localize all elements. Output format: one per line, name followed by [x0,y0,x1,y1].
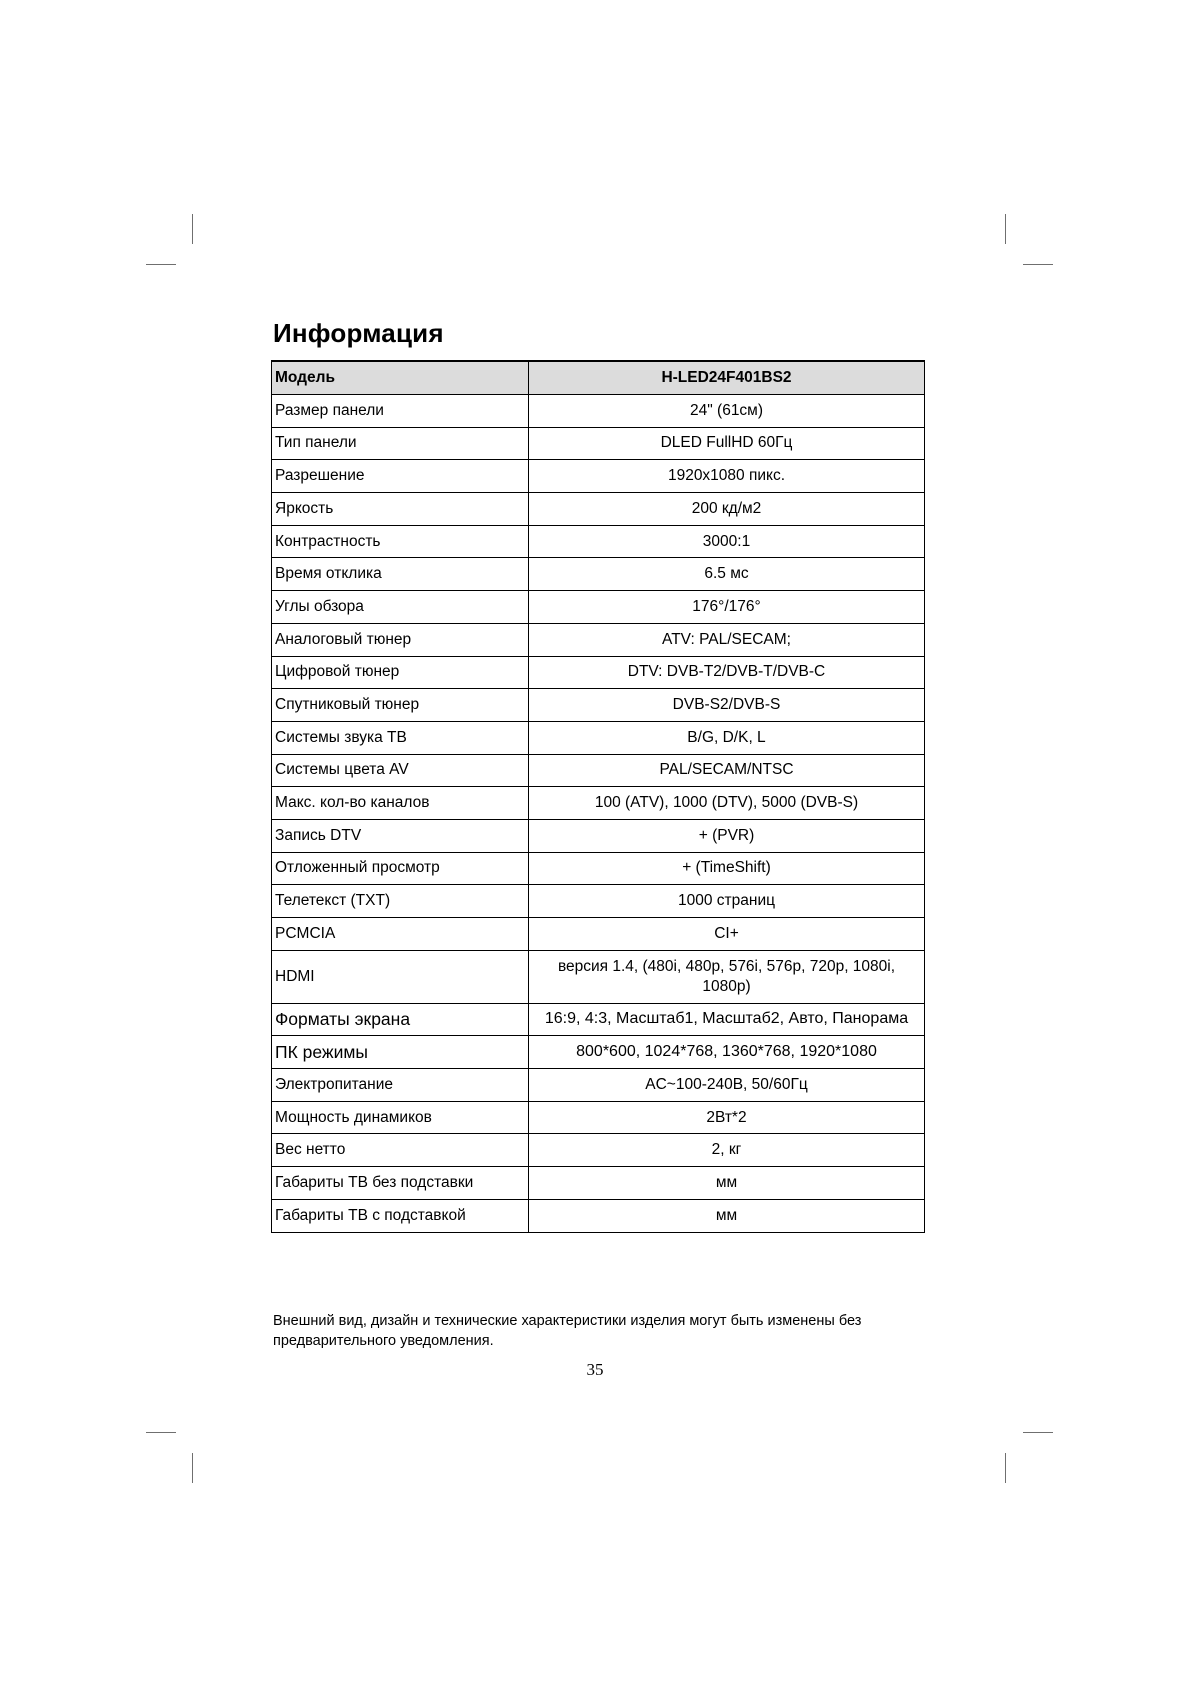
table-row [272,395,925,428]
spec-label: Макс. кол-во каналов [272,787,529,820]
crop-mark-bottom-left-v [192,1453,193,1483]
spec-label: Габариты ТВ с подставкой [272,1199,529,1232]
spec-label: Запись DTV [272,819,529,852]
spec-value: AC~100-240В, 50/60Гц [529,1069,925,1102]
spec-value: 176°/176° [529,591,925,624]
spec-label: Системы цвета AV [272,754,529,787]
spec-label: Форматы экрана [272,1003,529,1036]
crop-mark-bottom-left-h [146,1432,176,1433]
spec-value: DVB-S2/DVB-S [529,689,925,722]
spec-label: HDMI [272,950,529,1003]
header-label: Модель [272,361,529,395]
spec-label: Тип панели [272,427,529,460]
spec-label: Спутниковый тюнер [272,689,529,722]
spec-label: Габариты ТВ без подставки [272,1167,529,1200]
table-row [272,852,925,885]
spec-label: Разрешение [272,460,529,493]
spec-value: ATV: PAL/SECAM; [529,623,925,656]
spec-value: 1000 страниц [529,885,925,918]
header-model: H-LED24F401BS2 [529,361,925,395]
table-row [272,558,925,591]
spec-label: Аналоговый тюнер [272,623,529,656]
spec-label: Телетекст (TXT) [272,885,529,918]
spec-value: мм [529,1167,925,1200]
table-row [272,591,925,624]
spec-label: Системы звука ТВ [272,721,529,754]
spec-value: 16:9, 4:3, Масштаб1, Масштаб2, Авто, Панорама [529,1003,925,1036]
crop-mark-top-left-h [146,264,176,265]
spec-value: мм [529,1199,925,1232]
table-row [272,689,925,722]
spec-value: CI+ [529,918,925,951]
table-row [272,525,925,558]
footnote: Внешний вид, дизайн и технические характеристики изделия могут быть изменены без предварительного уведомления. [273,1313,862,1349]
spec-value: 800*600, 1024*768, 1360*768, 1920*1080 [529,1036,925,1069]
table-row [272,918,925,951]
spec-label: Мощность динамиков [272,1101,529,1134]
table-row [272,754,925,787]
table-row [272,656,925,689]
table-row [272,460,925,493]
crop-mark-bottom-right-h [1023,1432,1053,1433]
table-row [272,1101,925,1134]
spec-label: Цифровой тюнер [272,656,529,689]
table-row [272,819,925,852]
spec-value: 6.5 мс [529,558,925,591]
spec-label: Углы обзора [272,591,529,624]
table-row [272,950,925,1003]
table-row [272,1134,925,1167]
table-row [272,885,925,918]
spec-value: 2Вт*2 [529,1101,925,1134]
table-row [272,721,925,754]
spec-label: ПК режимы [272,1036,529,1069]
crop-mark-bottom-right-v [1005,1453,1006,1483]
spec-label: Яркость [272,493,529,526]
spec-label: Размер панели [272,395,529,428]
crop-mark-top-right-h [1023,264,1053,265]
spec-label: Электропитание [272,1069,529,1102]
crop-mark-top-left-v [192,214,193,244]
table-row [272,1199,925,1232]
spec-value: DLED FullHD 60Гц [529,427,925,460]
spec-value: 200 кд/м2 [529,493,925,526]
table-row [272,787,925,820]
table-row [272,623,925,656]
spec-label: Время отклика [272,558,529,591]
spec-value: 3000:1 [529,525,925,558]
spec-value: + (TimeShift) [529,852,925,885]
table-row [272,1069,925,1102]
table-row [272,1003,925,1036]
spec-value: PAL/SECAM/NTSC [529,754,925,787]
spec-value: 1920x1080 пикс. [529,460,925,493]
spec-label: Вес нетто [272,1134,529,1167]
spec-label: PCMCIA [272,918,529,951]
spec-value: DTV: DVB-T2/DVB-T/DVB-C [529,656,925,689]
crop-mark-top-right-v [1005,214,1006,244]
table-header-row [272,361,925,395]
table-row [272,1167,925,1200]
spec-value: 100 (ATV), 1000 (DTV), 5000 (DVB-S) [529,787,925,820]
table-row [272,1036,925,1069]
spec-value: B/G, D/K, L [529,721,925,754]
spec-table [271,360,925,1233]
table-row [272,427,925,460]
spec-value: версия 1.4, (480i, 480p, 576i, 576p, 720p, 1080i, 1080p) [529,950,925,1003]
spec-label: Контрастность [272,525,529,558]
spec-value: 24" (61см) [529,395,925,428]
page-title: Информация [273,318,444,348]
table-row [272,493,925,526]
spec-value: 2, кг [529,1134,925,1167]
spec-value: + (PVR) [529,819,925,852]
page-number: 35 [586,1360,604,1379]
spec-label: Отложенный просмотр [272,852,529,885]
